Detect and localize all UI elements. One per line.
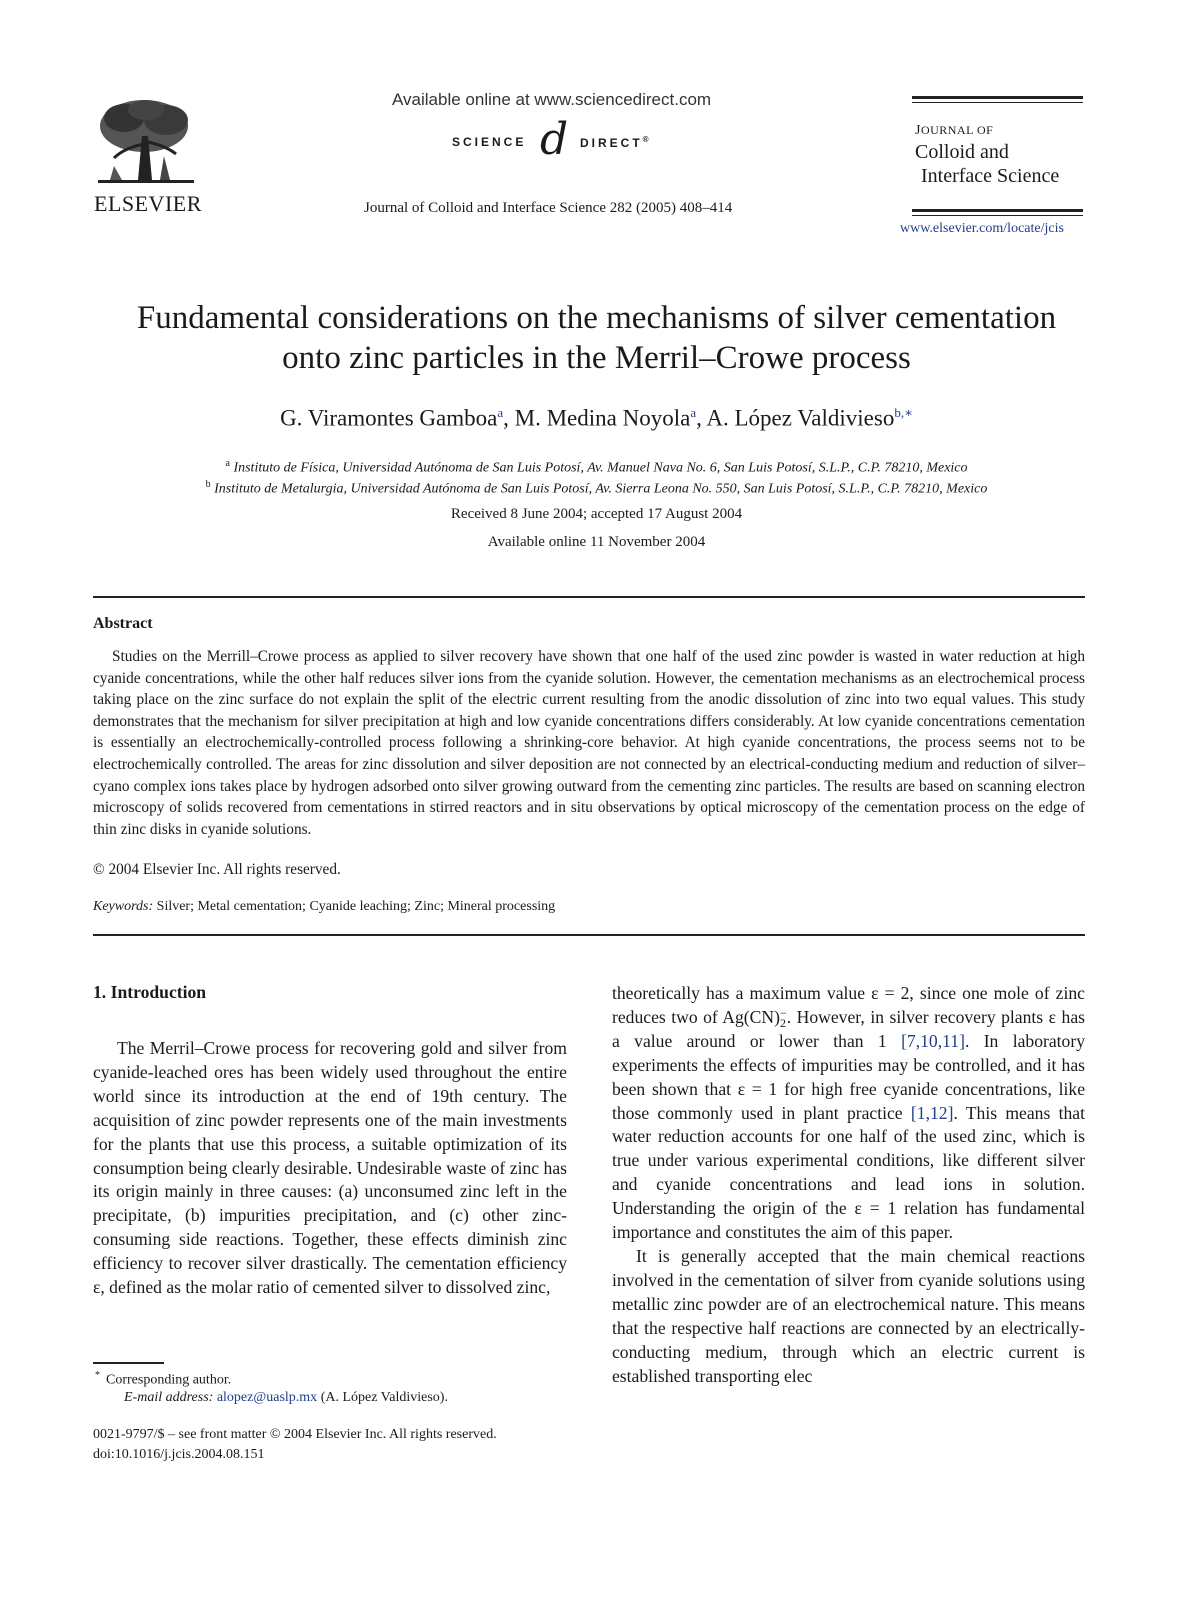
elsevier-tree-icon bbox=[94, 96, 198, 188]
article-title bbox=[60, 298, 1133, 378]
affiliation-text: Instituto de Física, Universidad Autónoma de San Luis Potosí, Av. Manuel Nava No. 6, San Luis Potosí, S.L.P., C.P. 78210, Mexico bbox=[233, 460, 968, 476]
abstract-copyright: © 2004 Elsevier Inc. All rights reserved. bbox=[93, 861, 341, 878]
author-list bbox=[60, 405, 1133, 432]
abstract-heading: Abstract bbox=[93, 615, 153, 632]
email-link[interactable]: alopez@uaslp.mx bbox=[216, 1390, 318, 1405]
affiliation-mark: a bbox=[225, 458, 230, 469]
journal-name-line1: Colloid and bbox=[915, 141, 1009, 163]
intro-paragraph: The Merril–Crowe process for recovering gold and silver from cyanide-leached ores has been widely used throughout the entire world since its introduction at the end of 19th century. The acquisition of zinc powder represents one of the main investments for the plants that use this process, a suitable optimization of its consumption being clearly desirable. Undesirable waste of zinc has its origin mainly in three causes: (a) unconsumed zinc left in the precipitate, (b) impurities precipitation, and (c) other zinc-consuming side reactions. Together, these effects diminish zinc efficiency to recover silver drastically. The cementation efficiency ε, defined as the molar ratio of cemented silver to dissolved zinc, bbox=[93, 1038, 567, 1298]
abstract-rule-top bbox=[93, 596, 1085, 598]
title-line2: onto zinc particles in the Merril–Crowe process bbox=[282, 340, 911, 376]
received-dates: Received 8 June 2004; accepted 17 August 2004 bbox=[450, 506, 743, 522]
sd-direct-word: DIRECT® bbox=[580, 135, 649, 150]
keywords-list: Silver; Metal cementation; Cyanide leaching; Zinc; Mineral processing bbox=[153, 899, 556, 914]
journal-url-link[interactable]: www.elsevier.com/locate/jcis bbox=[900, 221, 1064, 236]
abstract-rule-bottom bbox=[93, 934, 1085, 936]
available-online-text: Available online at www.sciencedirect.com bbox=[392, 90, 712, 109]
affiliation-mark: b bbox=[205, 479, 211, 490]
keywords-label: Keywords: bbox=[93, 899, 154, 914]
affiliation-link[interactable]: a bbox=[690, 405, 697, 420]
affiliation-b bbox=[60, 479, 1133, 498]
citation-link[interactable]: [7,10,11] bbox=[901, 1030, 965, 1051]
corresponding-author-note bbox=[95, 1370, 232, 1389]
email-label: E-mail address: bbox=[124, 1390, 214, 1405]
title-line1: Fundamental considerations on the mechanisms of silver cementation bbox=[136, 300, 1057, 336]
doi-line: doi:10.1016/j.jcis.2004.08.151 bbox=[93, 1447, 265, 1462]
affiliation-text: Instituto de Metalurgia, Universidad Autónoma de San Luis Potosí, Av. Sierra Leona No. 550, San Luis Potosí, S.L.P., C.P. 78210, Mexico bbox=[214, 481, 988, 497]
journal-citation: Journal of Colloid and Interface Science 282 (2005) 408–414 bbox=[364, 200, 733, 216]
keywords bbox=[93, 899, 555, 915]
section-heading: 1. Introduction bbox=[93, 982, 207, 1002]
sd-at-icon: d bbox=[540, 114, 569, 165]
journal-of-label: JOURNAL OF bbox=[915, 123, 994, 138]
abstract-body: Studies on the Merrill–Crowe process as applied to silver recovery have shown that one half of the used zinc powder is wasted in water reduction at high cyanide concentrations, while the other half reduces silver ions from the cyanide solution. However, the cementation mechanisms as an electrochemical process taking place on the zinc surface do not explain the split of the electric current resulting from the anodic dissolution of zinc into two equal values. This study demonstrates that the mechanism for silver precipitation at high and low cyanide concentrations differs considerably. At low cyanide concentrations cementation is essentially an electrochemically-controlled process following a shrinking-core behavior. At high cyanide concentrations, the process seems not to be electrochemically controlled. The areas for zinc dissolution and silver deposition are not connected by an electrical-conducting medium and reduction of silver–cyano complex ions takes place by hydrogen adsorbed onto silver growing outward from the cementing zinc particles. The results are based on scanning electron microscopy of solids recovered from cementations in stirred reactors and in situ observations by optical microscopy of the cementation process on the edge of thin zinc disks in cyanide solutions. bbox=[93, 648, 1085, 838]
intro-paragraph-continued: theoretically has a maximum value ε = 2, since one mole of zinc reduces two of Ag(CN) − 2 . However, in silver recovery plants ε has a value around or lower than 1 [7,10,11]. In laboratory experiments the effects of impurities may be controlled, and it has been shown that ε = 1 for high free cyanide concentrations, like those commonly used in plant practice [1,12]. This means that water reduction accounts for one half of the used zinc, which is true under various experimental conditions, like different silver and cyanide concentrations and lead ions in solution. Understanding the origin of the ε = 1 relation has fundamental importance and constitutes the aim of this paper. bbox=[612, 983, 1086, 1243]
author-name: M. Medina Noyola bbox=[514, 405, 691, 431]
author-name: G. Viramontes Gamboa bbox=[280, 405, 498, 431]
journal-name bbox=[915, 140, 1059, 188]
citation-link[interactable]: [1,12] bbox=[910, 1102, 954, 1123]
elsevier-logo bbox=[94, 96, 204, 217]
journal-box-rule-bottom-thin bbox=[912, 215, 1083, 216]
footnote-rule bbox=[93, 1362, 164, 1364]
intro-paragraph-2: It is generally accepted that the main chemical reactions involved in the cementation of silver from cyanide solutions using metallic zinc powder are of an electrochemical nature. This means that the respective half reactions are connected by an electrically-conducting medium, through which an electric current is established transporting elec bbox=[612, 1245, 1085, 1386]
email-owner: (A. López Valdivieso). bbox=[317, 1390, 448, 1405]
publisher-name: ELSEVIER bbox=[94, 191, 202, 216]
author-separator: , bbox=[503, 405, 515, 431]
intro-left-column bbox=[93, 1037, 567, 1300]
sciencedirect-logo bbox=[452, 114, 672, 168]
footnote-mark: * bbox=[95, 1370, 100, 1381]
journal-box-rule-top bbox=[912, 96, 1083, 99]
affiliation-link[interactable]: a bbox=[497, 405, 504, 420]
affiliation-link[interactable]: b,∗ bbox=[894, 405, 913, 420]
available-date: Available online 11 November 2004 bbox=[487, 534, 706, 550]
affiliation-a bbox=[60, 458, 1133, 477]
journal-name-line2: Interface Science bbox=[921, 165, 1060, 187]
author-separator: , bbox=[696, 405, 707, 431]
intro-right-column bbox=[612, 982, 1085, 1388]
journal-box-rule-top-thin bbox=[912, 102, 1083, 103]
issn-line: 0021-9797/$ – see front matter © 2004 Elsevier Inc. All rights reserved. bbox=[93, 1427, 497, 1442]
email-note bbox=[124, 1390, 448, 1406]
sd-science-word: SCIENCE bbox=[452, 135, 527, 149]
author-name: A. López Valdivieso bbox=[706, 405, 895, 431]
journal-box-rule-bottom bbox=[912, 209, 1083, 212]
footnote-text: Corresponding author. bbox=[106, 1372, 232, 1388]
